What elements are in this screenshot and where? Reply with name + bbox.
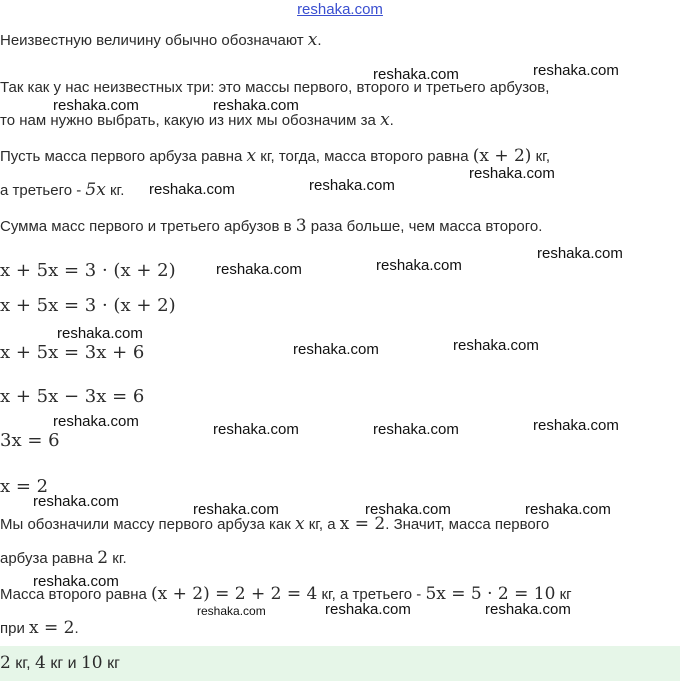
answer-box	[0, 646, 680, 681]
text-line: Неизвестную величину обычно обозначают x.	[0, 30, 322, 50]
watermark: reshaka.com	[33, 493, 119, 510]
equation: x + 5x = 3 · (x + 2)	[0, 260, 176, 281]
watermark: reshaka.com	[525, 501, 611, 518]
site-logo-link[interactable]: reshaka.com	[297, 1, 383, 18]
equation: x = 2	[0, 476, 49, 497]
watermark: reshaka.com	[365, 501, 451, 518]
text-line: а третьего - 5x кг.	[0, 180, 125, 200]
watermark: reshaka.com	[53, 97, 139, 114]
watermark: reshaka.com	[213, 421, 299, 438]
text-line: Пусть масса первого арбуза равна x кг, тогда, масса второго равна (x + 2) кг,	[0, 146, 550, 166]
equation: x + 5x = 3x + 6	[0, 342, 145, 363]
watermark: reshaka.com	[293, 341, 379, 358]
watermark: reshaka.com	[325, 601, 411, 618]
text-line: арбуза равна 2 кг.	[0, 548, 127, 568]
watermark: reshaka.com	[469, 165, 555, 182]
watermark: reshaka.com	[485, 601, 571, 618]
watermark: reshaka.com	[57, 325, 143, 342]
answer-text: 2 кг, 4 кг и 10 кг	[0, 653, 120, 673]
watermark: reshaka.com	[197, 604, 266, 618]
watermark: reshaka.com	[533, 62, 619, 79]
watermark: reshaka.com	[33, 573, 119, 590]
equation: x + 5x = 3 · (x + 2)	[0, 295, 176, 316]
watermark: reshaka.com	[453, 337, 539, 354]
watermark: reshaka.com	[537, 245, 623, 262]
text-line: Так как у нас неизвестных три: это массы первого, второго и третьего арбузов,	[0, 79, 550, 96]
text-line: Масса второго равна (x + 2) = 2 + 2 = 4 кг, а третьего - 5x = 5 · 2 = 10 кг	[0, 584, 572, 604]
equation: x + 5x − 3x = 6	[0, 386, 145, 407]
watermark: reshaka.com	[376, 257, 462, 274]
watermark: reshaka.com	[193, 501, 279, 518]
text-line: Сумма масс первого и третьего арбузов в 3 раза больше, чем масса второго.	[0, 216, 543, 236]
watermark: reshaka.com	[213, 97, 299, 114]
watermark: reshaka.com	[149, 181, 235, 198]
watermark: reshaka.com	[216, 261, 302, 278]
text-line: Мы обозначили массу первого арбуза как x кг, а x = 2. Значит, масса первого	[0, 514, 550, 534]
text-line: при x = 2.	[0, 618, 79, 638]
watermark: reshaka.com	[309, 177, 395, 194]
text-line: то нам нужно выбрать, какую из них мы обозначим за x.	[0, 110, 394, 130]
watermark: reshaka.com	[533, 417, 619, 434]
watermark: reshaka.com	[373, 421, 459, 438]
watermark: reshaka.com	[53, 413, 139, 430]
equation: 3x = 6	[0, 430, 60, 451]
watermark: reshaka.com	[373, 66, 459, 83]
